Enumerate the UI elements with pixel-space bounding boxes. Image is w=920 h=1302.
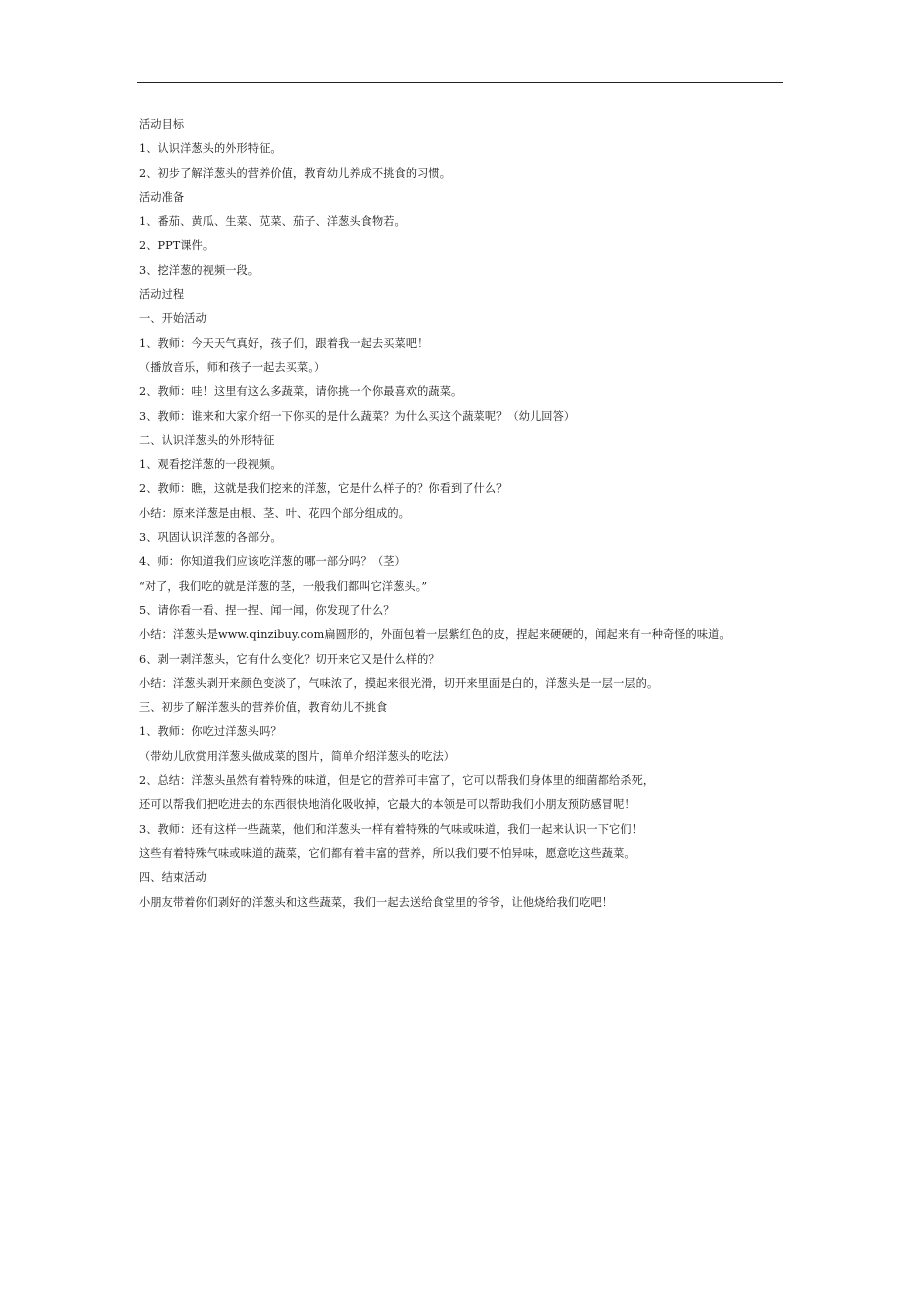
process-line: 小朋友带着你们剥好的洋葱头和这些蔬菜，我们一起去送给食堂里的爷爷，让他烧给我们吃吧！ <box>139 895 614 909</box>
goal-item-2: 2、初步了解洋葱头的营养价值，教育幼儿养成不挑食的习惯。 <box>139 166 451 180</box>
process-line: 2、教师：哇！这里有这么多蔬菜，请你挑一个你最喜欢的蔬菜。 <box>139 385 463 399</box>
process-line: 3、教师：还有这样一些蔬菜，他们和洋葱头一样有着特殊的气味或味道，我们一起来认识一下它们！ <box>139 822 643 836</box>
process-summary: 小结：洋葱头剥开来颜色变淡了，气味浓了，摸起来很光滑，切开来里面是白的，洋葱头是一层一层的。 <box>139 676 659 690</box>
process-line: 3、教师：谁来和大家介绍一下你买的是什么蔬菜？为什么买这个蔬菜呢？（幼儿回答） <box>139 409 576 423</box>
section-heading-process: 活动过程 <box>139 288 185 302</box>
process-summary: 小结：原来洋葱是由根、茎、叶、花四个部分组成的。 <box>139 506 410 520</box>
process-line: 1、观看挖洋葱的一段视频。 <box>139 458 282 472</box>
header-rule <box>137 82 783 83</box>
process-part-1-heading: 一、开始活动 <box>139 312 207 326</box>
process-line: 3、巩固认识洋葱的各部分。 <box>139 531 282 545</box>
process-quote: “对了，我们吃的就是洋葱的茎，一般我们都叫它洋葱头。” <box>139 579 428 593</box>
preparation-item-3: 3、挖洋葱的视频一段。 <box>139 263 260 277</box>
process-part-2-heading: 二、认识洋葱头的外形特征 <box>139 433 275 447</box>
document-body <box>139 113 799 915</box>
process-line: 6、剥一剥洋葱头，它有什么变化？切开来它又是什么样的？ <box>139 652 440 666</box>
process-line: 这些有着特殊气味或味道的蔬菜，它们都有着丰富的营养，所以我们要不怕异味，愿意吃这些蔬菜。 <box>139 846 636 860</box>
process-line: 4、师：你知道我们应该吃洋葱的哪一部分吗？（茎） <box>139 555 406 569</box>
preparation-item-2: 2、PPT课件。 <box>139 239 215 253</box>
process-line: 2、总结：洋葱头虽然有着特殊的味道，但是它的营养可丰富了，它可以帮我们身体里的细菌都给杀死， <box>139 774 655 788</box>
process-line: （播放音乐，师和孩子一起去买菜。） <box>139 360 326 374</box>
section-heading-goals: 活动目标 <box>139 118 185 131</box>
goal-item-1: 1、认识洋葱头的外形特征。 <box>139 142 282 156</box>
process-part-3-heading: 三、初步了解洋葱头的营养价值，教育幼儿不挑食 <box>139 701 388 715</box>
process-line: 5、请你看一看、捏一捏、闻一闻，你发现了什么？ <box>139 603 395 617</box>
process-line: 1、教师：今天天气真好，孩子们，跟着我一起去买菜吧！ <box>139 336 429 350</box>
process-line: 还可以帮我们把吃进去的东西很快地消化吸收掉，它最大的本领是可以帮助我们小朋友预防感冒呢！ <box>139 798 636 812</box>
section-heading-preparation: 活动准备 <box>139 190 185 204</box>
process-summary: 小结：洋葱头是www.qinzibuy.com扁圆形的，外面包着一层紫红色的皮，捏起来硬硬的，闻起来有一种奇怪的味道。 <box>139 628 731 642</box>
process-line: 1、教师：你吃过洋葱头吗？ <box>139 725 282 739</box>
preparation-item-1: 1、番茄、黄瓜、生菜、苋菜、茄子、洋葱头食物若。 <box>139 215 406 229</box>
process-line: （带幼儿欣赏用洋葱头做成菜的图片，简单介绍洋葱头的吃法） <box>139 749 456 763</box>
process-part-4-heading: 四、结束活动 <box>139 871 207 885</box>
process-line: 2、教师：瞧，这就是我们挖来的洋葱，它是什么样子的？你看到了什么？ <box>139 482 508 496</box>
